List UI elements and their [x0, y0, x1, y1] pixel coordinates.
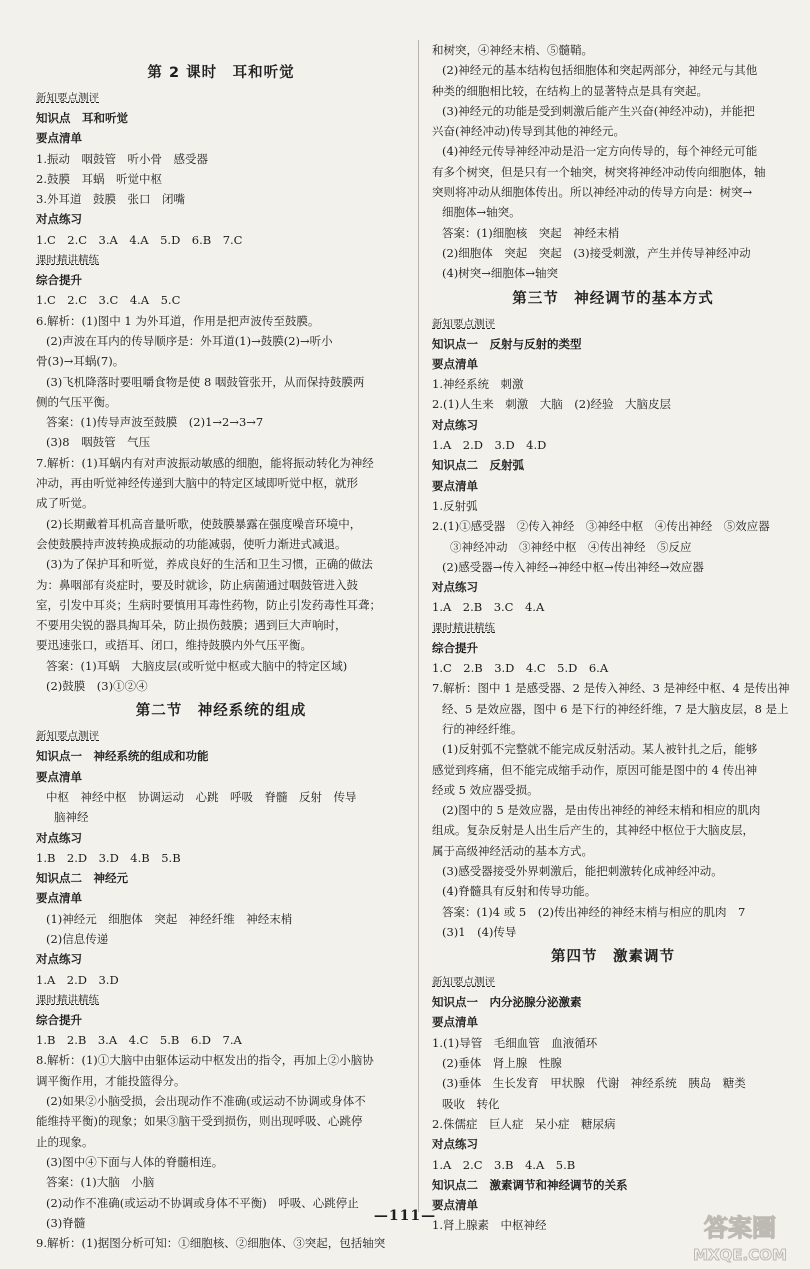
text-line: 要迅速张口，或捂耳、闭口，维持鼓膜内外气压平衡。	[36, 638, 312, 653]
text-line: 脑神经	[54, 810, 89, 825]
text-line: (3)神经元的功能是受到刺激后能产生兴奋(神经冲动)，并能把	[442, 103, 755, 118]
text-line: 兴奋(神经冲动)传导到其他的神经元。	[432, 124, 625, 139]
text-line: 成了听觉。	[36, 496, 94, 511]
text-line: (3)脊髓	[46, 1215, 86, 1230]
text-line: 8.解析：(1)①大脑中由躯体运动中枢发出的指令，再加上②小脑协	[36, 1053, 374, 1068]
subheading: 综合提升	[432, 640, 478, 655]
subheading: 要点清单	[432, 478, 478, 493]
text-line: 1.A 2.D 3.D 4.D	[432, 438, 547, 453]
text-line: (2)垂体 肾上腺 性腺	[442, 1056, 562, 1071]
text-line: (3)8 咽鼓管 气压	[46, 435, 151, 450]
text-line: (2)细胞体 突起 突起 (3)接受刺激，产生并传导神经冲动	[442, 245, 751, 260]
text-line: 答案：(1)大脑 小脑	[46, 1175, 155, 1190]
text-line: (2)长期戴着耳机高音量听歌，使鼓膜暴露在强度噪音环境中，	[46, 516, 362, 531]
subheading: 知识点二 激素调节和神经调节的关系	[432, 1177, 628, 1192]
text-line: 答案：(1)4 或 5 (2)传出神经的神经末梢与相应的肌肉 7	[442, 904, 746, 919]
subheading: 知识点一 神经系统的组成和功能	[36, 749, 209, 764]
text-line: 9.解析：(1)据图分析可知：①细胞核、②细胞体、③突起，包括轴突	[36, 1236, 386, 1251]
page-number: —111—	[373, 1208, 437, 1224]
right-column	[432, 40, 794, 1236]
subheading: 要点清单	[36, 769, 82, 784]
text-line: 有多个树突，但是只有一个轴突，树突将神经冲动传向细胞体，轴	[432, 164, 766, 179]
section-tag: 课时精讲精练	[36, 254, 99, 267]
text-line: 1.C 2.C 3.C 4.A 5.C	[36, 293, 181, 308]
section-heading: 第三节 神经调节的基本方式	[512, 290, 714, 307]
text-line: (2)神经元的基本结构包括细胞体和突起两部分，神经元与其他	[442, 63, 758, 78]
text-line: 3.外耳道 鼓膜 张口 闭嘴	[36, 192, 185, 207]
text-line: 2.侏儒症 巨人症 呆小症 糖尿病	[432, 1116, 616, 1131]
text-line: 1.A 2.D 3.D	[36, 972, 119, 987]
subheading: 知识点一 内分泌腺分泌激素	[432, 995, 582, 1010]
text-line: 感觉到疼痛，但不能完成缩手动作，原因可能是图中的 4 传出神	[432, 762, 758, 777]
text-line: 6.解析：(1)图中 1 为外耳道，作用是把声波传至鼓膜。	[36, 313, 320, 328]
section-tag: 新知要点测评	[36, 92, 99, 104]
subheading: 对点练习	[432, 1137, 478, 1152]
text-line: (3)垂体 生长发育 甲状腺 代谢 神经系统 胰岛 糖类	[442, 1076, 746, 1091]
text-line: (2)声波在耳内的传导顺序是：外耳道(1)→鼓膜(2)→听小	[46, 333, 333, 348]
text-line: 1.神经系统 刺激	[432, 377, 524, 392]
text-line: 不要用尖锐的器具掏耳朵，防止损伤鼓膜；遇到巨大声响时，	[36, 618, 347, 633]
text-line: (3)为了保护耳和听觉，养成良好的生活和卫生习惯，正确的做法	[46, 557, 373, 572]
text-line: 1.B 2.D 3.D 4.B 5.B	[36, 850, 181, 865]
text-line: 1.C 2.B 3.D 4.C 5.D 6.A	[432, 661, 609, 676]
text-line: 组成。复杂反射是人出生后产生的，其神经中枢位于大脑皮层，	[432, 823, 754, 838]
section-tag: 课时精讲精练	[432, 621, 495, 634]
subheading: 要点清单	[432, 1198, 478, 1213]
text-line: (3)飞机降落时要咀嚼食物是使 8 咽鼓管张开，从而保持鼓膜两	[46, 374, 365, 389]
text-line: (4)脊髓具有反射和传导功能。	[442, 884, 597, 899]
text-line: ③神经冲动 ③神经中枢 ④传出神经 ⑤反应	[450, 539, 692, 554]
text-line: 侧的气压平衡。	[36, 394, 117, 409]
text-line: 冲动，再由听觉神经传递到大脑中的特定区域即听觉中枢，就形	[36, 476, 358, 491]
subheading: 知识点一 反射与反射的类型	[432, 336, 582, 351]
subheading: 要点清单	[36, 131, 82, 146]
text-line: 答案：(1)传导声波至鼓膜 (2)1→2→3→7	[46, 415, 264, 430]
subheading: 对点练习	[432, 417, 478, 432]
subheading: 要点清单	[432, 1015, 478, 1030]
text-line: (2)动作不准确(或运动不协调或身体不平衡) 呼吸、心跳停止	[46, 1195, 359, 1210]
text-line: 7.解析：(1)耳蜗内有对声波振动敏感的细胞，能将振动转化为神经	[36, 455, 374, 470]
text-line: 7.解析：图中 1 是感受器、2 是传入神经、3 是神经中枢、4 是传出神	[432, 681, 790, 696]
subheading: 知识点二 神经元	[36, 871, 128, 886]
section-tag: 课时精讲精练	[36, 993, 99, 1006]
text-line: 调平衡作用，才能投篮得分。	[36, 1073, 186, 1088]
text-line: 1.肾上腺素 中枢神经	[432, 1218, 547, 1233]
subheading: 对点练习	[36, 830, 82, 845]
text-line: (2)鼓膜 (3)①②④	[46, 679, 148, 694]
text-line: 1.C 2.C 3.A 4.A 5.D 6.B 7.C	[36, 232, 243, 247]
text-line: 骨(3)→耳蜗(7)。	[36, 354, 125, 369]
text-line: (2)如果②小脑受损，会出现动作不准确(或运动不协调或身体不	[46, 1094, 366, 1109]
text-line: 和树突，④神经末梢、⑤髓鞘。	[432, 43, 593, 57]
subheading: 综合提升	[36, 1012, 82, 1027]
text-line: (1)反射弧不完整就不能完成反射活动。某人被针扎之后，能够	[442, 742, 758, 757]
text-line: (3)1 (4)传导	[442, 924, 517, 939]
text-line: (2)信息传递	[46, 931, 109, 946]
text-line: 吸收 转化	[442, 1096, 500, 1111]
text-line: 1.A 2.B 3.C 4.A	[432, 600, 545, 615]
section-heading: 第 2 课时 耳和听觉	[147, 65, 295, 81]
text-line: 行的神经纤维。	[442, 721, 523, 736]
left-column	[36, 58, 406, 1253]
subheading: 对点练习	[36, 212, 82, 227]
watermark-line2: MXQE.COM	[693, 1246, 787, 1264]
text-line: 1.反射弧	[432, 498, 478, 513]
text-line: 突则将冲动从细胞体传出。所以神经冲动的传导方向是：树突→	[432, 185, 753, 200]
text-line: 1.A 2.C 3.B 4.A 5.B	[432, 1157, 576, 1172]
text-line: (2)图中的 5 是效应器，是由传出神经的神经末梢和相应的肌肉	[442, 803, 761, 818]
text-line: (1)神经元 细胞体 突起 神经纤维 神经末梢	[46, 911, 293, 926]
text-line: 2.鼓膜 耳蜗 听觉中枢	[36, 171, 162, 186]
text-line: 2.(1)①感受器 ②传入神经 ③神经中枢 ④传出神经 ⑤效应器	[432, 519, 770, 534]
watermark-line1: 答案圈	[704, 1214, 776, 1242]
text-line: (3)感受器接受外界刺激后，能把刺激转化成神经冲动。	[442, 863, 723, 878]
text-line: 2.(1)人生来 刺激 大脑 (2)经验 大脑皮层	[432, 397, 672, 412]
subheading: 要点清单	[36, 891, 82, 906]
subheading: 要点清单	[432, 356, 478, 371]
section-heading: 第四节 激素调节	[551, 949, 675, 966]
text-line: (4)树突→细胞体→轴突	[442, 266, 559, 281]
text-line: 属于高级神经活动的基本方式。	[432, 843, 593, 858]
subheading: 对点练习	[36, 952, 82, 967]
text-line: 室，引发中耳炎；生病时要慎用耳毒性药物，防止引发药毒性耳聋；	[36, 597, 381, 612]
text-line: 种类的细胞相比较，在结构上的显著特点是具有突起。	[432, 83, 708, 98]
section-tag: 新知要点测评	[432, 317, 495, 330]
subheading: 知识点二 反射弧	[432, 458, 524, 473]
subheading: 对点练习	[432, 580, 478, 595]
subheading: 综合提升	[36, 273, 82, 288]
text-line: 1.振动 咽鼓管 听小骨 感受器	[36, 151, 208, 166]
section-tag: 新知要点测评	[36, 730, 99, 743]
text-line: 细胞体→轴突。	[442, 205, 521, 220]
text-line: 会使鼓膜持声波转换成振动的功能减弱，使听力渐进式减退。	[36, 536, 347, 551]
text-line: (4)神经元传导神经冲动是沿一定方向传导的，每个神经元可能	[442, 144, 758, 159]
text-line: 经或 5 效应器受损。	[432, 782, 539, 797]
text-line: 1.B 2.B 3.A 4.C 5.B 6.D 7.A	[36, 1033, 242, 1048]
text-line: 为：鼻咽部有炎症时，要及时就诊，防止病菌通过咽鼓管进入鼓	[36, 577, 358, 592]
text-line: 答案：(1)细胞核 突起 神经末梢	[442, 225, 620, 240]
text-line: 1.(1)导管 毛细血管 血液循环	[432, 1035, 598, 1050]
subheading: 知识点 耳和听觉	[36, 111, 128, 125]
watermark-logo	[680, 1208, 800, 1266]
column-divider	[418, 40, 419, 1212]
text-line: 能维持平衡)的现象；如果③脑干受到损伤，则出现呼吸、心跳停	[36, 1114, 363, 1129]
section-tag: 新知要点测评	[432, 976, 495, 989]
text-line: 经、5 是效应器，图中 6 是下行的神经纤维，7 是大脑皮层，8 是上	[442, 701, 789, 716]
section-heading: 第二节 神经系统的组成	[135, 703, 307, 720]
text-line: (2)感受器→传入神经→神经中枢→传出神经→效应器	[442, 559, 704, 574]
text-line: 中枢 神经中枢 协调运动 心跳 呼吸 脊髓 反射 传导	[46, 789, 357, 804]
text-line: (3)图中④下面与人体的脊髓相连。	[46, 1154, 224, 1169]
text-line: 答案：(1)耳蜗 大脑皮层(或听觉中枢或大脑中的特定区域)	[46, 658, 348, 673]
text-line: 止的现象。	[36, 1134, 94, 1149]
